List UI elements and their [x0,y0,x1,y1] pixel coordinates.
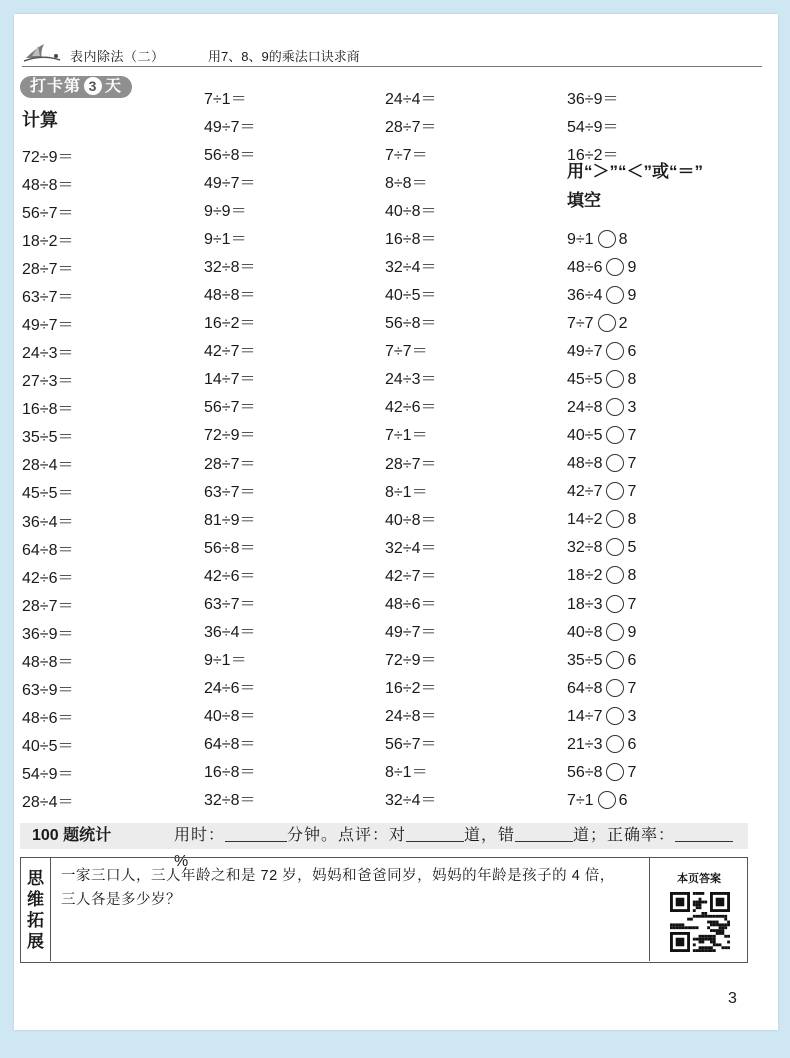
comparison-problem [567,370,636,390]
division-problem: 16÷2＝ [567,147,619,165]
correct-unit: 道，错 [464,827,516,844]
answer-circle[interactable] [606,735,624,753]
division-problem: 54÷9＝ [567,119,619,137]
division-problem: 64÷8＝ [22,541,74,559]
page-header [22,44,762,67]
comparison-value: 8 [627,371,637,389]
division-problem: 63÷7＝ [204,483,256,501]
comparison-problem [567,398,636,418]
thinking-extension-box [20,857,748,963]
division-problem: 28÷4＝ [22,457,74,475]
time-blank[interactable] [225,825,287,842]
division-problem: 8÷1＝ [385,483,428,501]
division-problem: 56÷8＝ [204,539,256,557]
division-problem: 9÷9＝ [204,203,247,221]
comparison-expression: 40÷5 [567,427,603,445]
comparison-value: 7 [627,427,637,445]
division-problem: 8÷1＝ [385,763,428,781]
division-problem: 24÷8＝ [385,707,437,725]
comparison-problem [567,595,636,615]
division-problem: 24÷3＝ [385,371,437,389]
answer-circle[interactable] [606,566,624,584]
answer-circle[interactable] [606,426,624,444]
comparison-expression: 14÷2 [567,511,603,529]
comparison-expression: 42÷7 [567,483,603,501]
comparison-expression: 48÷8 [567,455,603,473]
comparison-value: 6 [627,343,637,361]
comparison-value: 8 [627,567,637,585]
sailboat-logo-icon [22,40,62,66]
division-problem: 32÷4＝ [385,792,437,809]
division-problem: 56÷7＝ [385,735,437,753]
comparison-value: 7 [627,483,637,501]
comparison-problem [567,566,636,586]
division-problem: 32÷8＝ [204,792,256,809]
division-problem: 9÷1＝ [204,651,247,669]
extension-label-char: 拓 [27,911,44,930]
division-problem: 42÷7＝ [385,567,437,585]
answer-circle[interactable] [606,623,624,641]
chapter-title: 表内除法（二） [70,49,165,64]
answer-circle[interactable] [606,538,624,556]
division-problem: 28÷7＝ [204,455,256,473]
division-problem: 49÷7＝ [204,119,256,137]
comparison-value: 9 [627,623,637,641]
comparison-problem [567,426,636,446]
comparison-problem [567,286,636,306]
division-problem: 24÷6＝ [204,679,256,697]
answer-circle[interactable] [598,314,616,332]
comparison-value: 7 [627,679,637,697]
accuracy-blank[interactable] [675,825,733,842]
answer-circle[interactable] [606,454,624,472]
compare-instruction [567,157,703,215]
word-problem: 一家三口人，三人年龄之和是 72 岁，妈妈和爸爸同岁，妈妈的年龄是孩子的 4 倍，三人各是多少岁？ [61,868,615,908]
division-problem: 63÷9＝ [22,681,74,699]
division-problem: 48÷6＝ [385,595,437,613]
division-problem: 48÷6＝ [22,709,74,727]
comparison-expression: 18÷3 [567,595,603,613]
comparison-problem [567,651,636,671]
day-badge [20,76,132,98]
division-problem: 16÷8＝ [204,763,256,781]
comparison-value: 7 [627,455,637,473]
answer-circle[interactable] [606,763,624,781]
comparison-expression: 9÷1 [567,231,594,249]
comparison-problem [567,538,636,558]
badge-suffix: 天 [105,78,123,95]
comparison-expression: 32÷8 [567,539,603,557]
division-problem: 42÷7＝ [204,343,256,361]
comparison-expression: 49÷7 [567,343,603,361]
division-problem: 8÷8＝ [385,175,428,193]
comparison-value: 2 [618,315,628,333]
division-problem: 48÷8＝ [22,177,74,195]
comparison-value: 7 [627,595,637,613]
division-problem: 35÷5＝ [22,429,74,447]
wrong-blank[interactable] [515,825,573,842]
division-problem: 63÷7＝ [204,595,256,613]
comparison-value: 8 [618,231,628,249]
comparison-value: 9 [627,259,637,277]
answer-circle[interactable] [606,398,624,416]
division-problem: 64÷8＝ [204,735,256,753]
answer-circle[interactable] [606,482,624,500]
comparison-problem [567,510,636,530]
comparison-expression: 7÷1 [567,792,594,810]
comparison-expression: 35÷5 [567,651,603,669]
comparison-expression: 24÷8 [567,399,603,417]
comparison-value: 6 [618,792,628,810]
answer-circle[interactable] [606,707,624,725]
division-problem: 40÷8＝ [385,203,437,221]
division-problem: 40÷5＝ [385,287,437,305]
badge-prefix: 打卡第 [30,78,82,95]
division-problem: 9÷1＝ [204,231,247,249]
comparison-problem [567,707,636,727]
minute-label: 分钟。点评：对 [287,827,407,844]
division-problem: 7÷7＝ [385,343,428,361]
comparison-expression: 48÷6 [567,259,603,277]
division-problem: 42÷6＝ [204,567,256,585]
division-problem: 36÷9＝ [22,625,74,643]
division-problem: 28÷7＝ [385,119,437,137]
division-problem: 48÷8＝ [204,287,256,305]
qr-code-icon[interactable] [670,892,730,952]
comparison-problem [567,314,627,334]
division-problem: 7÷7＝ [385,147,428,165]
division-problem: 32÷8＝ [204,259,256,277]
comparison-expression: 7÷7 [567,315,594,333]
comparison-expression: 56÷8 [567,763,603,781]
division-problem: 56÷7＝ [22,205,74,223]
answer-circle[interactable] [606,679,624,697]
badge-day-number: 3 [84,77,102,95]
division-problem: 63÷7＝ [22,289,74,307]
division-problem: 16÷2＝ [204,315,256,333]
division-problem: 56÷7＝ [204,399,256,417]
division-problem: 18÷2＝ [22,233,74,251]
division-problem: 48÷8＝ [22,653,74,671]
comparison-problem [567,342,636,362]
division-problem: 49÷7＝ [22,317,74,335]
comparison-expression: 45÷5 [567,371,603,389]
division-problem: 16÷8＝ [385,231,437,249]
statistics-title: 100 题统计 [32,827,112,844]
instruction-line-1: 用“＞”“＜”或“＝” [567,162,703,181]
comparison-value: 3 [627,707,637,725]
division-problem: 27÷3＝ [22,373,74,391]
comparison-problem [567,679,636,699]
answer-panel [649,858,748,961]
page-number: 3 [728,990,737,1007]
extension-label-char: 展 [27,932,44,951]
comparison-value: 6 [627,735,637,753]
division-problem: 56÷8＝ [385,315,437,333]
division-problem: 28÷7＝ [22,597,74,615]
division-problem: 14÷7＝ [204,371,256,389]
comparison-value: 9 [627,287,637,305]
answer-circle[interactable] [598,230,616,248]
answer-title: 本页答案 [677,873,721,885]
comparison-problem [567,791,627,811]
division-problem: 28÷4＝ [22,793,74,811]
comparison-problem [567,230,627,250]
comparison-problem [567,454,636,474]
answer-circle[interactable] [606,595,624,613]
division-problem: 40÷8＝ [204,707,256,725]
answer-circle[interactable] [606,510,624,528]
comparison-expression: 21÷3 [567,735,603,753]
comparison-expression: 40÷8 [567,623,603,641]
comparison-problem [567,623,636,643]
division-problem: 72÷9＝ [22,149,74,166]
extension-label-char: 维 [27,890,44,909]
comparison-value: 8 [627,511,637,529]
comparison-expression: 64÷8 [567,679,603,697]
comparison-value: 5 [627,539,637,557]
comparison-expression: 18÷2 [567,567,603,585]
answer-circle[interactable] [606,651,624,669]
comparison-problem [567,735,636,755]
answer-circle[interactable] [606,286,624,304]
comparison-value: 6 [627,651,637,669]
section-label: 计算 [22,110,58,130]
division-problem: 32÷4＝ [385,539,437,557]
division-problem: 7÷1＝ [204,91,247,108]
time-label: 用时： [174,827,226,844]
division-problem: 49÷7＝ [385,623,437,641]
division-problem: 56÷8＝ [204,147,256,165]
comparison-problem [567,763,636,783]
answer-circle[interactable] [606,258,624,276]
comparison-value: 3 [627,399,637,417]
instruction-line-2: 填空 [567,191,601,210]
division-problem: 72÷9＝ [385,651,437,669]
answer-circle[interactable] [606,342,624,360]
division-problem: 49÷7＝ [204,175,256,193]
division-problem: 72÷9＝ [204,427,256,445]
wrong-unit: 道；正确率： [573,827,676,844]
statistics-bar [20,823,748,870]
division-problem: 36÷4＝ [204,623,256,641]
division-problem: 45÷5＝ [22,485,74,503]
answer-circle[interactable] [598,791,616,809]
division-problem: 24÷4＝ [385,91,437,108]
division-problem: 16÷8＝ [22,401,74,419]
correct-blank[interactable] [406,825,464,842]
division-problem: 32÷4＝ [385,259,437,277]
division-problem: 16÷2＝ [385,679,437,697]
comparison-expression: 14÷7 [567,707,603,725]
chapter-subtitle: 用7、8、9的乘法口诀求商 [208,49,360,64]
comparison-expression: 36÷4 [567,287,603,305]
division-problem: 81÷9＝ [204,511,256,529]
extension-label-char: 思 [27,869,44,888]
division-problem: 40÷5＝ [22,737,74,755]
answer-circle[interactable] [606,370,624,388]
division-problem: 42÷6＝ [385,399,437,417]
division-problem: 42÷6＝ [22,569,74,587]
division-problem: 54÷9＝ [22,765,74,783]
division-problem: 40÷8＝ [385,511,437,529]
comparison-problem [567,258,636,278]
division-problem: 28÷7＝ [22,261,74,279]
comparison-value: 7 [627,763,637,781]
division-problem: 36÷9＝ [567,91,619,108]
division-problem: 24÷3＝ [22,345,74,363]
comparison-problem [567,482,636,502]
division-problem: 7÷1＝ [385,427,428,445]
division-problem: 36÷4＝ [22,513,74,531]
percent-sign: % [174,853,190,870]
division-problem: 28÷7＝ [385,455,437,473]
extension-label [21,858,51,961]
